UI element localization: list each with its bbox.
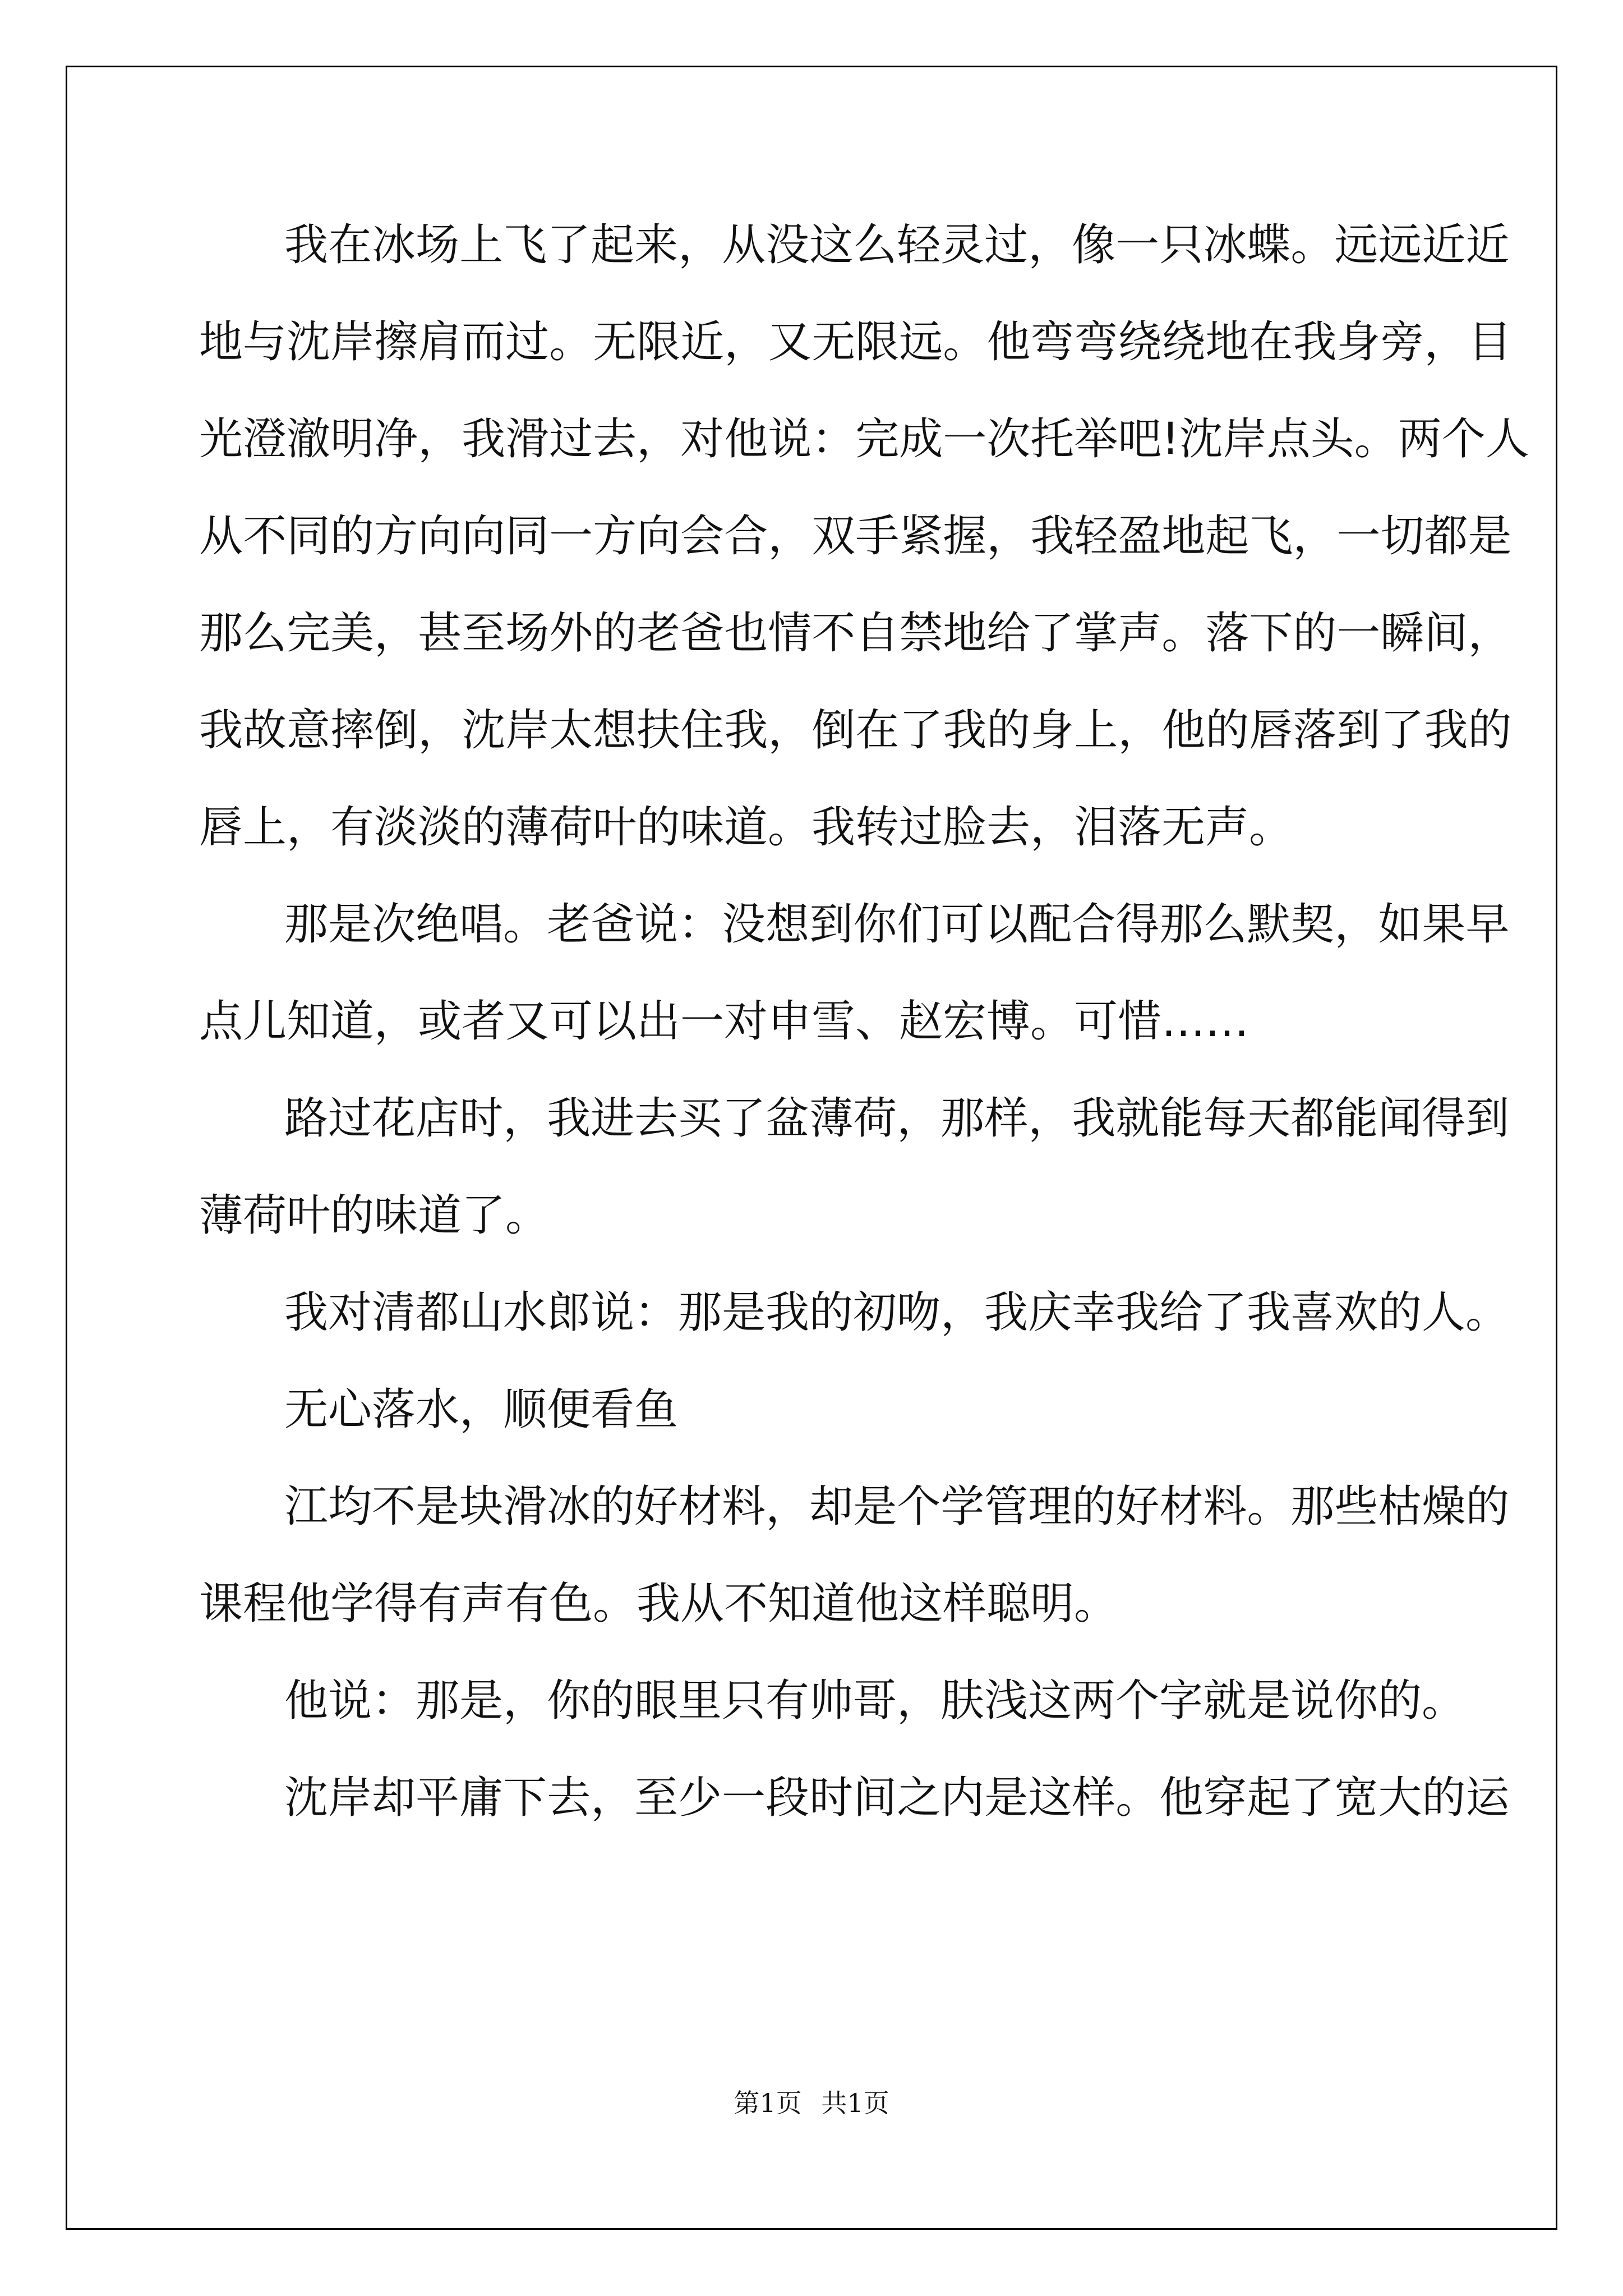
text-line: 地 与 沈 岸 擦 肩 而 过 。 无 限 近 ， 又 无 限 远 。 他 弯 弯 绕 绕 地 在 我 身 旁 ， 目 <box>199 317 1512 367</box>
text-line: 点儿知道，或者又可以出一对申雪、赵宏博。可惜…… <box>199 996 1249 1047</box>
text-line: 我 故 意 摔 倒 ， 沈 岸 太 想 扶 住 我 ， 倒 在 了 我 的 身 上 ， 他 的 唇 落 到 了 我 的 <box>199 705 1512 756</box>
text-line: 我对清都山水郎说：那是我的初吻，我庆幸我给了我喜欢的人。 <box>284 1287 1510 1338</box>
text-line: 唇上，有淡淡的薄荷叶的味道。我转过脸去，泪落无声。 <box>199 802 1293 853</box>
text-line: 课程他学得有声有色。我从不知道他这样聪明。 <box>199 1579 1118 1629</box>
text-line: 江 均 不 是 块 滑 冰 的 好 材 料 ， 却 是 个 学 管 理 的 好 材 料 。 那 些 枯 燥 的 <box>284 1481 1510 1532</box>
page-number: 第1页 <box>734 2088 802 2118</box>
text-line: 薄荷叶的味道了。 <box>199 1190 550 1241</box>
text-line: 那 是 次 绝 唱 。 老 爸 说 ： 没 想 到 你 们 可 以 配 合 得 那 么 默 契 ， 如 果 早 <box>284 899 1510 950</box>
text-line: 那 么 完 美 ， 甚 至 场 外 的 老 爸 也 情 不 自 禁 地 给 了 掌 声 。 落 下 的 一 瞬 间 ， <box>199 608 1512 659</box>
text-line: 光 澄 澈 明 净 ， 我 滑 过 去 ， 对 他 说 ： 完 成 一 次 托 举 吧 ! 沈 岸 点 头 。 两 个 人 <box>199 414 1529 464</box>
page-total: 共1页 <box>821 2088 889 2118</box>
text-line: 从 不 同 的 方 向 向 同 一 方 向 会 合 ， 双 手 紧 握 ， 我 轻 盈 地 起 飞 ， 一 切 都 是 <box>199 511 1512 562</box>
document-body <box>199 214 1529 1864</box>
text-line: 他说：那是，你的眼里只有帅哥，肤浅这两个字就是说你的。 <box>284 1676 1466 1726</box>
text-line: 沈 岸 却 平 庸 下 去 ， 至 少 一 段 时 间 之 内 是 这 样 。 他 穿 起 了 宽 大 的 运 <box>284 1773 1510 1823</box>
text-line: 路 过 花 店 时 ， 我 进 去 买 了 盆 薄 荷 ， 那 样 ， 我 就 能 每 天 都 能 闻 得 到 <box>284 1093 1510 1144</box>
page-footer <box>0 2083 1623 2120</box>
text-line: 我 在 冰 场 上 飞 了 起 来 ， 从 没 这 么 轻 灵 过 ， 像 一 只 冰 蝶 。 远 远 近 近 <box>284 220 1510 270</box>
text-line: 无心落水，顺便看鱼 <box>284 1384 679 1435</box>
